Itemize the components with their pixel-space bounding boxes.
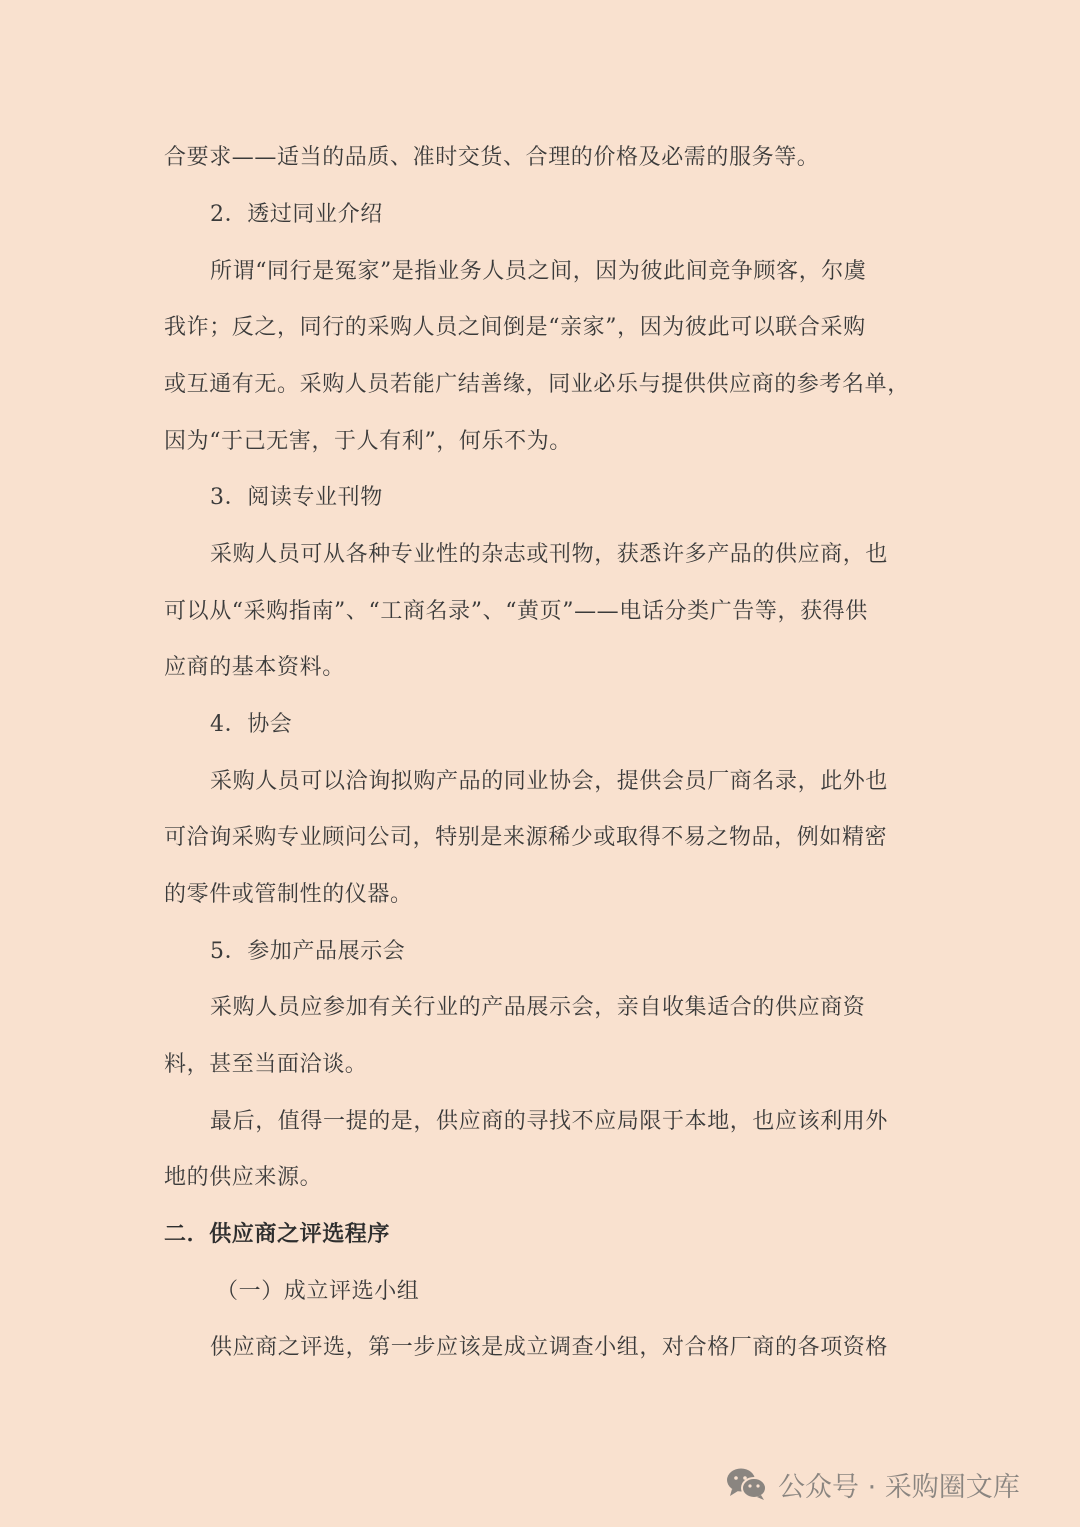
text-line: 因为“于己无害，于人有利”，何乐不为。 xyxy=(164,429,572,454)
text-line: 料，甚至当面洽谈。 xyxy=(164,1052,368,1077)
text-line: 可洽询采购专业顾问公司，特别是来源稀少或取得不易之物品，例如精密 xyxy=(164,825,888,850)
text-line: 可以从“采购指南”、“工商名录”、“黄页”——电话分类广告等，获得供 xyxy=(164,599,868,624)
wechat-icon xyxy=(726,1466,768,1502)
text-line: 供应商之评选，第一步应该是成立调查小组，对合格厂商的各项资格 xyxy=(210,1335,889,1360)
text-line: 我诈；反之，同行的采购人员之间倒是“亲家”，因为彼此可以联合采购 xyxy=(164,315,866,340)
text-line: 最后，值得一提的是，供应商的寻找不应局限于本地，也应该利用外 xyxy=(210,1109,889,1134)
text-line: 或互通有无。采购人员若能广结善缘，同业必乐与提供供应商的参考名单， xyxy=(164,372,910,397)
watermark xyxy=(726,1462,1020,1506)
text-line: 合要求——适当的品质、准时交货、合理的价格及必需的服务等。 xyxy=(164,145,820,170)
subheading: 2．透过同业介绍 xyxy=(210,202,383,227)
subheading: （一）成立评选小组 xyxy=(216,1279,420,1304)
text-line: 采购人员可从各种专业性的杂志或刊物，获悉许多产品的供应商，也 xyxy=(210,542,889,567)
subheading: 5．参加产品展示会 xyxy=(210,939,406,964)
subheading: 3．阅读专业刊物 xyxy=(210,485,383,510)
text-line: 采购人员应参加有关行业的产品展示会，亲自收集适合的供应商资 xyxy=(210,995,866,1020)
text-line: 地的供应来源。 xyxy=(164,1165,323,1190)
text-line: 应商的基本资料。 xyxy=(164,655,345,680)
section-heading: 二．供应商之评选程序 xyxy=(164,1222,391,1247)
text-line: 所谓“同行是冤家”是指业务人员之间，因为彼此间竞争顾客，尔虞 xyxy=(210,259,867,284)
text-line: 的零件或管制性的仪器。 xyxy=(164,882,413,907)
watermark-text: 公众号 · 采购圈文库 xyxy=(778,1471,1020,1503)
subheading: 4．协会 xyxy=(210,712,293,737)
text-line: 采购人员可以洽询拟购产品的同业协会，提供会员厂商名录，此外也 xyxy=(210,769,889,794)
